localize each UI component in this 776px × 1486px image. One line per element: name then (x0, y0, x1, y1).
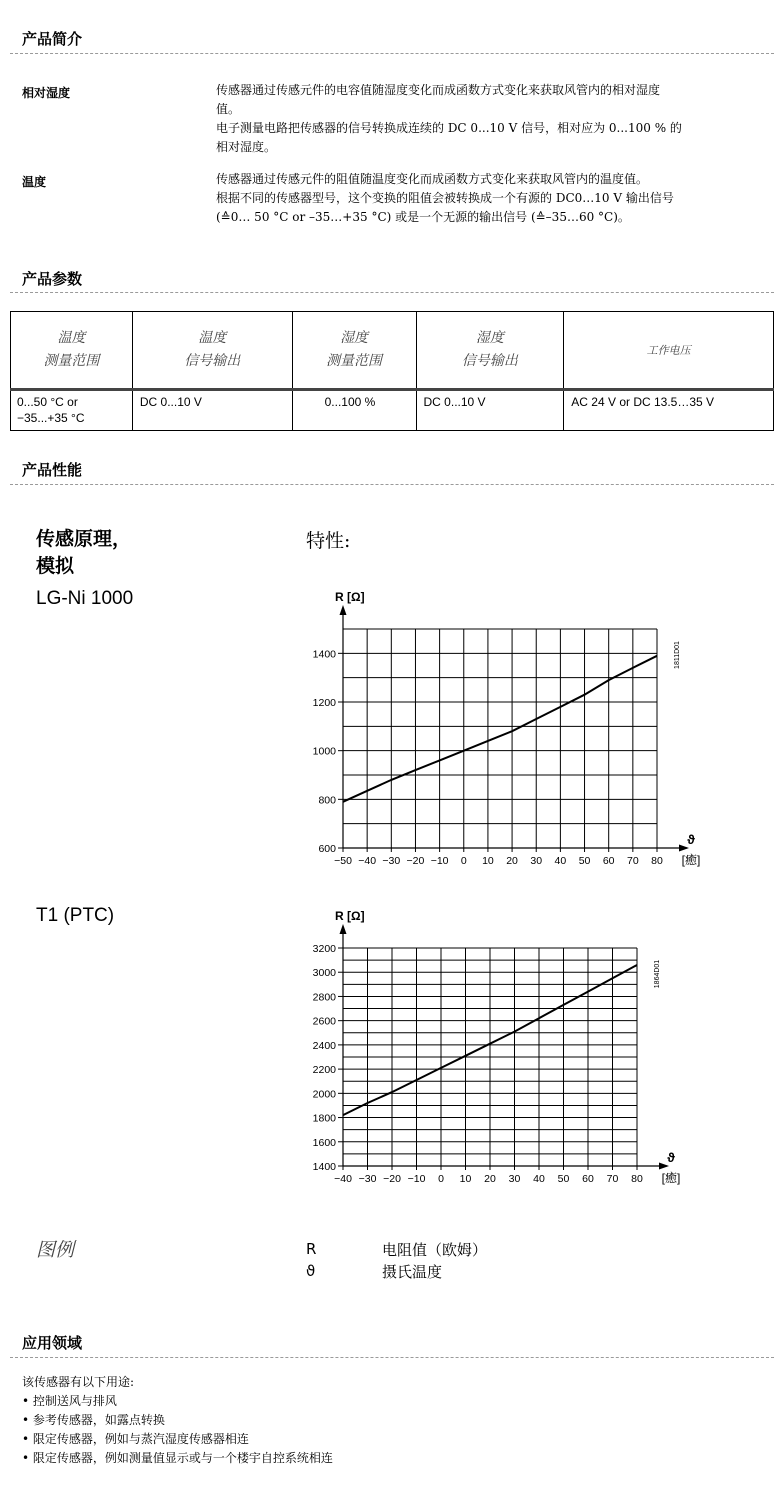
legend-symbol-r: R (306, 1240, 317, 1258)
y-tick-label: 2600 (312, 1015, 336, 1028)
y-tick-label: 1400 (312, 1161, 336, 1173)
x-tick-label: 80 (651, 855, 663, 867)
list-item: • 限定传感器，例如测量值显示或与一个楼宇自控系统相连 (22, 1449, 333, 1468)
divider (10, 1357, 774, 1358)
y-tick-label: 1000 (312, 745, 336, 758)
y-tick-label: 2000 (312, 1088, 336, 1101)
x-tick-label: 0 (460, 855, 467, 867)
applications-intro: 该传感器有以下用途: (22, 1375, 135, 1389)
y-tick-label: 2200 (312, 1064, 336, 1077)
header-line: 测量范围 (326, 353, 383, 369)
header-line: 湿度 (475, 330, 504, 346)
x-tick-label: 20 (484, 1173, 496, 1185)
desc-line: 相对湿度。 (216, 140, 277, 154)
y-axis-arrow (340, 924, 347, 934)
x-axis-unit: [癒] (681, 853, 701, 867)
x-tick-label: 40 (554, 855, 567, 867)
characteristic-label: 特性: (306, 530, 351, 552)
x-tick-label: −30 (358, 1173, 377, 1185)
cell-voltage: AC 24 V or DC 13.5…35 V (564, 390, 774, 431)
cell-line: 0...50 °C or (17, 395, 78, 409)
desc-temperature (216, 170, 772, 227)
chart1-title: LG-Ni 1000 (36, 588, 134, 609)
cell-temp-range (11, 390, 133, 431)
x-tick-label: 20 (506, 855, 518, 867)
y-tick-label: 1200 (312, 697, 336, 709)
chart-lgni1000 (290, 585, 710, 885)
y-axis-label: R [Ω] (335, 909, 365, 923)
header-temp-output (132, 312, 292, 390)
x-tick-label: 60 (602, 855, 615, 867)
x-tick-label: 10 (459, 1173, 472, 1185)
y-axis-arrow (340, 605, 347, 615)
x-tick-label: −20 (383, 1173, 401, 1185)
header-line: 信号输出 (461, 353, 518, 369)
y-tick-label: 2400 (312, 1039, 336, 1052)
section-title-performance: 产品性能 (22, 461, 83, 479)
x-tick-label: 10 (482, 855, 494, 867)
divider (10, 53, 774, 54)
cell-hum-output: DC 0...10 V (416, 390, 564, 431)
header-line: 湿度 (340, 330, 369, 346)
figure-code: 1811D01 (674, 641, 681, 669)
y-tick-label: 1800 (312, 1112, 336, 1125)
header-line: 工作电压 (646, 343, 691, 357)
x-tick-label: −50 (334, 855, 352, 867)
desc-line: (≙0… 50 °C or –35…+35 °C) 或是一个无源的输出信号 (≙–35…60 °C)。 (216, 210, 630, 224)
desc-line: 值。 (216, 102, 241, 116)
header-line: 温度 (57, 330, 86, 346)
x-tick-label: −10 (407, 1173, 426, 1185)
y-tick-label: 3000 (312, 967, 336, 980)
term-temperature: 温度 (22, 175, 47, 189)
term-humidity: 相对湿度 (22, 86, 71, 100)
x-tick-label: −10 (430, 855, 449, 867)
chart2-title: T1 (PTC) (36, 905, 115, 926)
cell-hum-range: 0...100 % (292, 390, 416, 431)
x-tick-label: 70 (606, 1173, 619, 1185)
list-item: • 控制送风与排风 (22, 1392, 333, 1411)
desc-line: 传感器通过传感元件的电容值随湿度变化而成函数方式变化来获取风管内的相对湿度 (216, 83, 661, 97)
x-axis-symbol: ϑ (667, 1150, 675, 1165)
y-tick-label: 1600 (312, 1136, 336, 1149)
header-voltage (564, 312, 774, 390)
header-hum-range (292, 312, 416, 390)
y-tick-label: 600 (318, 843, 336, 855)
section-title-intro: 产品简介 (22, 30, 83, 48)
x-tick-label: 30 (508, 1173, 521, 1185)
x-tick-label: 50 (557, 1173, 570, 1185)
header-line: 信号输出 (184, 353, 241, 369)
x-axis-unit: [癒] (661, 1171, 681, 1185)
list-item: • 限定传感器，例如与蒸汽湿度传感器相连 (22, 1430, 333, 1449)
x-tick-label: −40 (334, 1173, 352, 1185)
y-tick-label: 2800 (312, 991, 336, 1004)
x-tick-label: 80 (631, 1173, 643, 1185)
section-title-params: 产品参数 (22, 270, 83, 288)
principle-line: 传感原理， (36, 528, 132, 550)
x-tick-label: 30 (530, 855, 543, 867)
x-axis-symbol: ϑ (687, 832, 695, 847)
x-tick-label: 0 (438, 1173, 444, 1185)
x-tick-label: −30 (382, 855, 401, 867)
x-tick-label: 60 (582, 1173, 594, 1185)
y-axis-label: R [Ω] (335, 590, 365, 604)
params-table (10, 311, 774, 431)
y-tick-label: 1400 (312, 648, 336, 661)
figure-code: 1864D01 (654, 959, 661, 989)
principle-line: 模拟 (36, 555, 75, 577)
divider (10, 292, 774, 293)
desc-line: 传感器通过传感元件的阻值随温度变化而成函数方式变化来获取风管内的温度值。 (216, 172, 649, 186)
applications-list (22, 1392, 333, 1468)
y-tick-label: 800 (318, 794, 336, 807)
header-hum-output (416, 312, 564, 390)
x-tick-label: 50 (578, 855, 591, 867)
y-tick-label: 3200 (312, 943, 336, 955)
header-line: 温度 (198, 330, 227, 346)
header-line: 测量范围 (43, 353, 100, 369)
header-temp-range (11, 312, 133, 390)
x-tick-label: 40 (533, 1173, 545, 1185)
legend-text-r: 电阻值（欧姆） (382, 1241, 488, 1259)
divider (10, 484, 774, 485)
x-tick-label: 70 (627, 855, 639, 867)
principle-label (36, 526, 131, 580)
params-header-row (11, 312, 774, 390)
cell-line: −35...+35 °C (17, 411, 85, 425)
section-title-applications: 应用领域 (22, 1334, 83, 1352)
desc-humidity (216, 81, 772, 157)
table-row (11, 390, 774, 431)
legend-text-theta: 摄氏温度 (382, 1263, 443, 1281)
desc-line: 电子测量电路把传感器的信号转换成连续的 DC 0...10 V 信号，相对应为 0...100 % 的 (216, 121, 682, 135)
chart-t1-ptc (290, 903, 710, 1203)
x-tick-label: −40 (358, 855, 377, 867)
legend-title: 图例 (36, 1239, 75, 1261)
x-tick-label: −20 (406, 855, 425, 867)
legend-symbol-theta: ϑ (306, 1262, 316, 1280)
desc-line: 根据不同的传感器型号，这个变换的阻值会被转换成一个有源的 DC0…10 V 输出信号 (216, 191, 674, 205)
cell-temp-output: DC 0...10 V (132, 390, 292, 431)
list-item: • 参考传感器，如露点转换 (22, 1411, 333, 1430)
